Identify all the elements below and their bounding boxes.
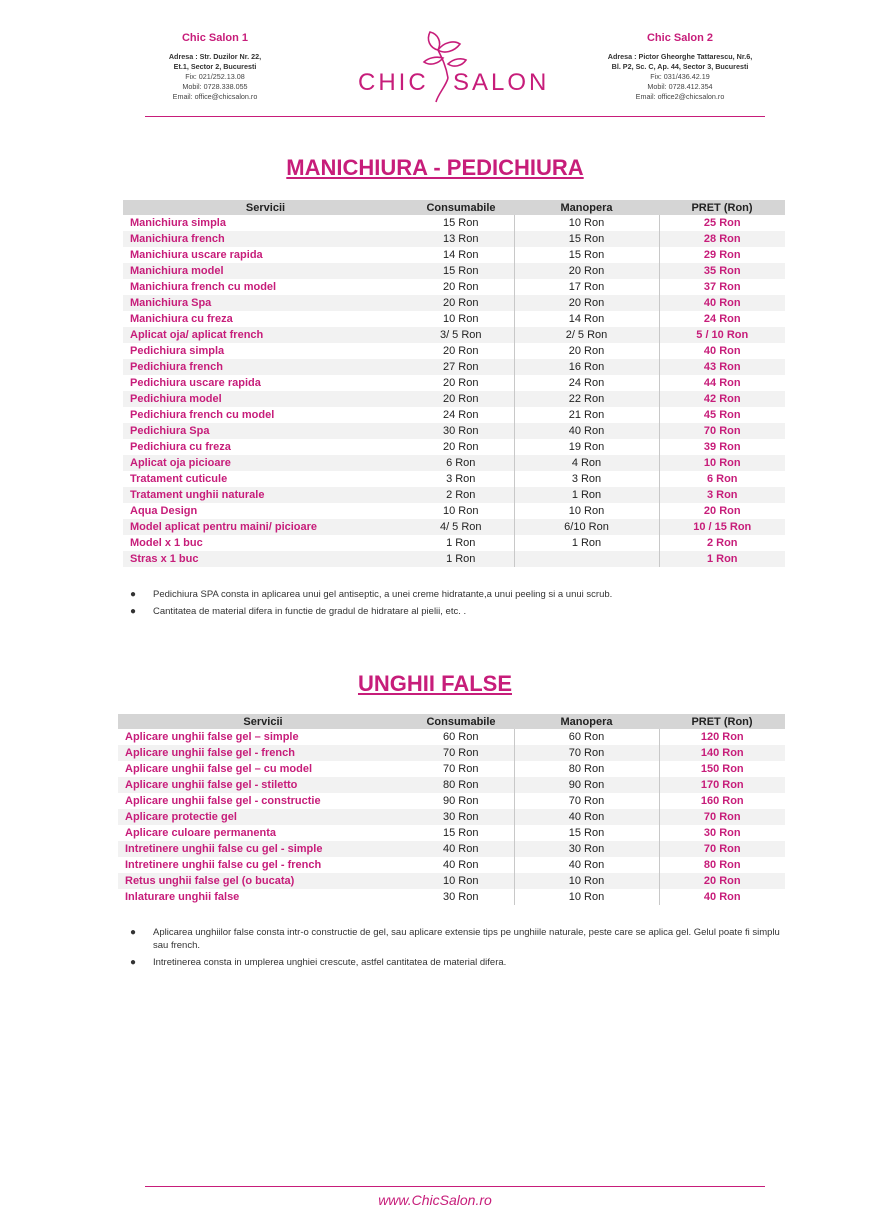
service-cell: Pedichiura french cu model [130,409,275,421]
manopera-cell: 70 Ron [514,793,659,809]
consumabile-cell: 10 Ron [408,873,514,889]
service-cell: Tratament unghii naturale [123,487,408,503]
note-item [128,605,788,618]
service-cell: Intretinere unghii false cu gel - french [125,859,322,871]
service-cell: Aplicare protectie gel [118,809,408,825]
service-cell: Manichiura Spa [123,295,408,311]
pret-cell: 25 Ron [703,217,741,229]
pret-cell: 39 Ron [703,441,741,453]
consumabile-cell: 24 Ron [443,409,479,421]
consumabile-cell: 10 Ron [443,313,479,325]
table-row [123,247,785,263]
pret-cell: 44 Ron [703,377,741,389]
logo-text-salon: SALON [453,69,550,96]
pret-cell: 28 Ron [659,231,785,247]
note-text: Cantitatea de material difera in functie de gradul de hidratare al pielii, etc. . [153,606,467,617]
table-row [123,455,785,471]
column-header-consumabile: Consumabile [408,200,514,215]
price-table-manichiura [123,200,785,567]
table-row [123,375,785,391]
footer-divider [145,1186,765,1187]
consumabile-cell: 14 Ron [443,249,479,261]
salon2-email: Email: office2@chicsalon.ro [635,92,725,101]
service-cell: Aplicare unghii false gel – cu model [125,763,313,775]
column-header-manopera: Manopera [514,200,659,215]
table-header-row [118,714,785,729]
pret-cell: 42 Ron [659,391,785,407]
note-item [128,926,788,952]
salon2-address-line1: Adresa : Pictor Gheorghe Tattarescu, Nr.6, [607,52,753,61]
column-header-servicii: Servicii [123,200,408,215]
manopera-cell: 1 Ron [514,487,659,503]
table-row [118,841,785,857]
column-header-servicii: Servicii [118,714,408,729]
service-cell: Manichiura simpla [130,217,226,229]
pret-cell: 43 Ron [659,359,785,375]
bullet-icon: ● [130,927,137,938]
consumabile-cell: 1 Ron [408,551,514,567]
section-title-unghii-false: UNGHII FALSE [357,671,512,696]
table-row [123,215,785,231]
pret-cell: 30 Ron [703,827,741,839]
table-row [118,809,785,825]
pret-cell: 170 Ron [659,777,785,793]
table-row [123,391,785,407]
pret-cell: 70 Ron [659,841,785,857]
table-row [123,343,785,359]
consumabile-cell: 10 Ron [443,505,479,517]
service-cell: Pedichiura cu freza [130,441,231,453]
pret-cell: 3 Ron [659,487,785,503]
bullet-icon: ● [130,606,137,617]
note-text: Intretinerea consta in umplerea unghiei crescute, astfel cantitatea de material difera. [153,957,507,968]
service-cell: Manichiura uscare rapida [130,249,263,261]
note-text: Aplicarea unghiilor false consta intr-o constructie de gel, sau aplicare extensie tips pe unghiile naturale, peste care se aplica gel. Gelul poate fi simplu sau french. [153,927,780,951]
consumabile-cell: 90 Ron [443,795,479,807]
salon2-title: Chic Salon 2 [646,32,714,44]
pret-cell: 70 Ron [659,423,785,439]
manopera-cell: 40 Ron [514,857,659,873]
pret-cell: 1 Ron [659,551,785,567]
table-row [118,857,785,873]
price-table-unghii-false [118,714,785,905]
manopera-cell: 70 Ron [514,745,659,761]
manopera-cell: 24 Ron [514,375,659,391]
salon2-contact [550,32,810,102]
pret-cell: 24 Ron [703,313,741,325]
table-row [123,439,785,455]
consumabile-cell: 15 Ron [443,827,479,839]
notes-unghii-false [128,926,788,973]
consumabile-cell: 27 Ron [408,359,514,375]
consumabile-cell: 20 Ron [443,377,479,389]
salon1-title: Chic Salon 1 [181,32,249,44]
consumabile-cell: 4/ 5 Ron [408,519,514,535]
consumabile-cell: 20 Ron [408,295,514,311]
table-row [118,889,785,905]
manopera-cell [514,551,659,567]
table-row [118,825,785,841]
bullet-icon: ● [130,957,137,968]
pret-cell: 40 Ron [703,345,741,357]
service-cell: Stras x 1 buc [123,551,408,567]
service-cell: Model x 1 buc [130,537,203,549]
table-row [123,423,785,439]
consumabile-cell: 70 Ron [443,763,479,775]
bullet-icon: ● [130,589,137,600]
header-divider [145,116,765,117]
salon1-mobile: Mobil: 0728.338.055 [182,82,248,91]
section-title-manichiura: MANICHIURA - PEDICHIURA [286,155,584,180]
column-header-consumabile: Consumabile [408,714,514,729]
manopera-cell: 21 Ron [514,407,659,423]
table-row [123,535,785,551]
table-row [118,777,785,793]
pret-cell: 45 Ron [703,409,741,421]
consumabile-cell: 30 Ron [408,809,514,825]
service-cell: Retus unghii false gel (o bucata) [118,873,408,889]
pret-cell: 40 Ron [659,295,785,311]
pret-cell: 40 Ron [703,891,741,903]
salon1-contact [85,32,345,102]
table-row [123,471,785,487]
manopera-cell: 16 Ron [514,359,659,375]
service-cell: Aplicat oja/ aplicat french [123,327,408,343]
consumabile-cell: 2 Ron [408,487,514,503]
manopera-cell: 22 Ron [514,391,659,407]
pret-cell: 150 Ron [700,763,744,775]
manopera-cell: 14 Ron [514,311,659,327]
manopera-cell: 10 Ron [514,889,659,905]
manopera-cell: 10 Ron [514,873,659,889]
service-cell: Pedichiura uscare rapida [130,377,261,389]
salon2-mobile: Mobil: 0728.412.354 [647,82,713,91]
pret-cell: 6 Ron [706,473,738,485]
manopera-cell: 4 Ron [514,455,659,471]
service-cell: Pedichiura Spa [123,423,408,439]
consumabile-cell: 15 Ron [443,217,479,229]
pret-cell: 10 Ron [659,455,785,471]
manopera-cell: 1 Ron [514,535,659,551]
service-cell: Tratament cuticule [130,473,228,485]
pret-cell: 29 Ron [703,249,741,261]
footer-website-link[interactable]: www.ChicSalon.ro [378,1192,492,1208]
service-cell: Inlaturare unghii false [125,891,240,903]
service-cell: Aplicare unghii false gel - constructie [125,795,321,807]
table-row [118,729,785,745]
table-row [118,745,785,761]
pret-cell: 10 / 15 Ron [659,519,785,535]
salon2-address-line2: Bl. P2, Sc. C, Ap. 44, Sector 3, Bucuresti [611,62,749,71]
manopera-cell: 40 Ron [514,809,659,825]
salon1-fax: Fix: 021/252.13.08 [185,72,245,81]
service-cell: Aqua Design [130,505,198,517]
service-cell: Aplicare unghii false gel - stiletto [118,777,408,793]
pret-cell: 140 Ron [659,745,785,761]
consumabile-cell: 60 Ron [443,731,479,743]
manopera-cell: 10 Ron [514,215,659,231]
manopera-cell: 20 Ron [514,263,659,279]
table-row [118,761,785,777]
service-cell: Manichiura model [123,263,408,279]
consumabile-cell: 3/ 5 Ron [408,327,514,343]
column-header-pret: PRET (Ron) [659,200,785,215]
pret-cell: 160 Ron [700,795,744,807]
pret-cell: 37 Ron [703,281,741,293]
service-cell: Pedichiura french [123,359,408,375]
pret-cell: 80 Ron [703,859,741,871]
consumabile-cell: 30 Ron [443,891,479,903]
service-cell: Model aplicat pentru maini/ picioare [123,519,408,535]
service-cell: Manichiura french [123,231,408,247]
table-row [123,407,785,423]
chic-salon-logo [350,28,550,108]
pret-cell: 70 Ron [659,809,785,825]
table-row [123,487,785,503]
service-cell: Manichiura cu freza [130,313,233,325]
manopera-cell: 40 Ron [514,423,659,439]
pret-cell: 120 Ron [700,731,744,743]
service-cell: Aplicare culoare permanenta [125,827,277,839]
manopera-cell: 60 Ron [514,729,659,745]
manopera-cell: 15 Ron [514,231,659,247]
table-row [123,295,785,311]
table-row [118,793,785,809]
manopera-cell: 20 Ron [514,343,659,359]
pret-cell: 5 / 10 Ron [659,327,785,343]
service-cell: Aplicare unghii false gel – simple [125,731,299,743]
consumabile-cell: 20 Ron [443,345,479,357]
service-cell: Aplicare unghii false gel - french [118,745,408,761]
table-row [123,327,785,343]
notes-manichiura [128,588,788,622]
consumabile-cell: 30 Ron [408,423,514,439]
consumabile-cell: 80 Ron [408,777,514,793]
pret-cell: 20 Ron [659,873,785,889]
table-row [123,551,785,567]
consumabile-cell: 20 Ron [443,281,479,293]
manopera-cell: 20 Ron [514,295,659,311]
consumabile-cell: 13 Ron [408,231,514,247]
table-row [123,231,785,247]
service-cell: Manichiura french cu model [130,281,277,293]
manopera-cell: 17 Ron [514,279,659,295]
manopera-cell: 15 Ron [514,247,659,263]
note-item [128,956,788,969]
salon1-address-line2: Et.1, Sector 2, Bucuresti [173,62,257,71]
manopera-cell: 19 Ron [514,439,659,455]
manopera-cell: 10 Ron [514,503,659,519]
table-row [123,279,785,295]
consumabile-cell: 15 Ron [408,263,514,279]
column-header-manopera: Manopera [514,714,659,729]
service-cell: Pedichiura simpla [130,345,225,357]
manopera-cell: 90 Ron [514,777,659,793]
consumabile-cell: 1 Ron [446,537,476,549]
pret-cell: 35 Ron [659,263,785,279]
consumabile-cell: 6 Ron [408,455,514,471]
pret-cell: 20 Ron [703,505,741,517]
table-row [123,519,785,535]
salon1-address-line1: Adresa : Str. Duzilor Nr. 22, [168,52,262,61]
logo-text-chic: CHIC [358,69,429,96]
column-header-pret: PRET (Ron) [659,714,785,729]
consumabile-cell: 20 Ron [408,391,514,407]
salon2-fax: Fix: 031/436.42.19 [650,72,710,81]
consumabile-cell: 70 Ron [408,745,514,761]
consumabile-cell: 40 Ron [443,859,479,871]
manopera-cell: 80 Ron [514,761,659,777]
table-header-row [123,200,785,215]
consumabile-cell: 20 Ron [443,441,479,453]
table-row [118,873,785,889]
table-row [123,263,785,279]
manopera-cell: 15 Ron [514,825,659,841]
service-cell: Pedichiura model [123,391,408,407]
pret-cell: 2 Ron [706,537,738,549]
table-row [123,359,785,375]
service-cell: Intretinere unghii false cu gel - simple [118,841,408,857]
consumabile-cell: 40 Ron [408,841,514,857]
manopera-cell: 2/ 5 Ron [514,327,659,343]
note-text: Pedichiura SPA consta in aplicarea unui gel antiseptic, a unei creme hidratante,a unui peeling si a unui scrub. [153,589,613,600]
table-row [123,503,785,519]
manopera-cell: 6/10 Ron [514,519,659,535]
salon1-email: Email: office@chicsalon.ro [172,92,258,101]
manopera-cell: 3 Ron [514,471,659,487]
table-row [123,311,785,327]
manopera-cell: 30 Ron [514,841,659,857]
service-cell: Aplicat oja picioare [123,455,408,471]
consumabile-cell: 3 Ron [446,473,476,485]
note-item [128,588,788,601]
